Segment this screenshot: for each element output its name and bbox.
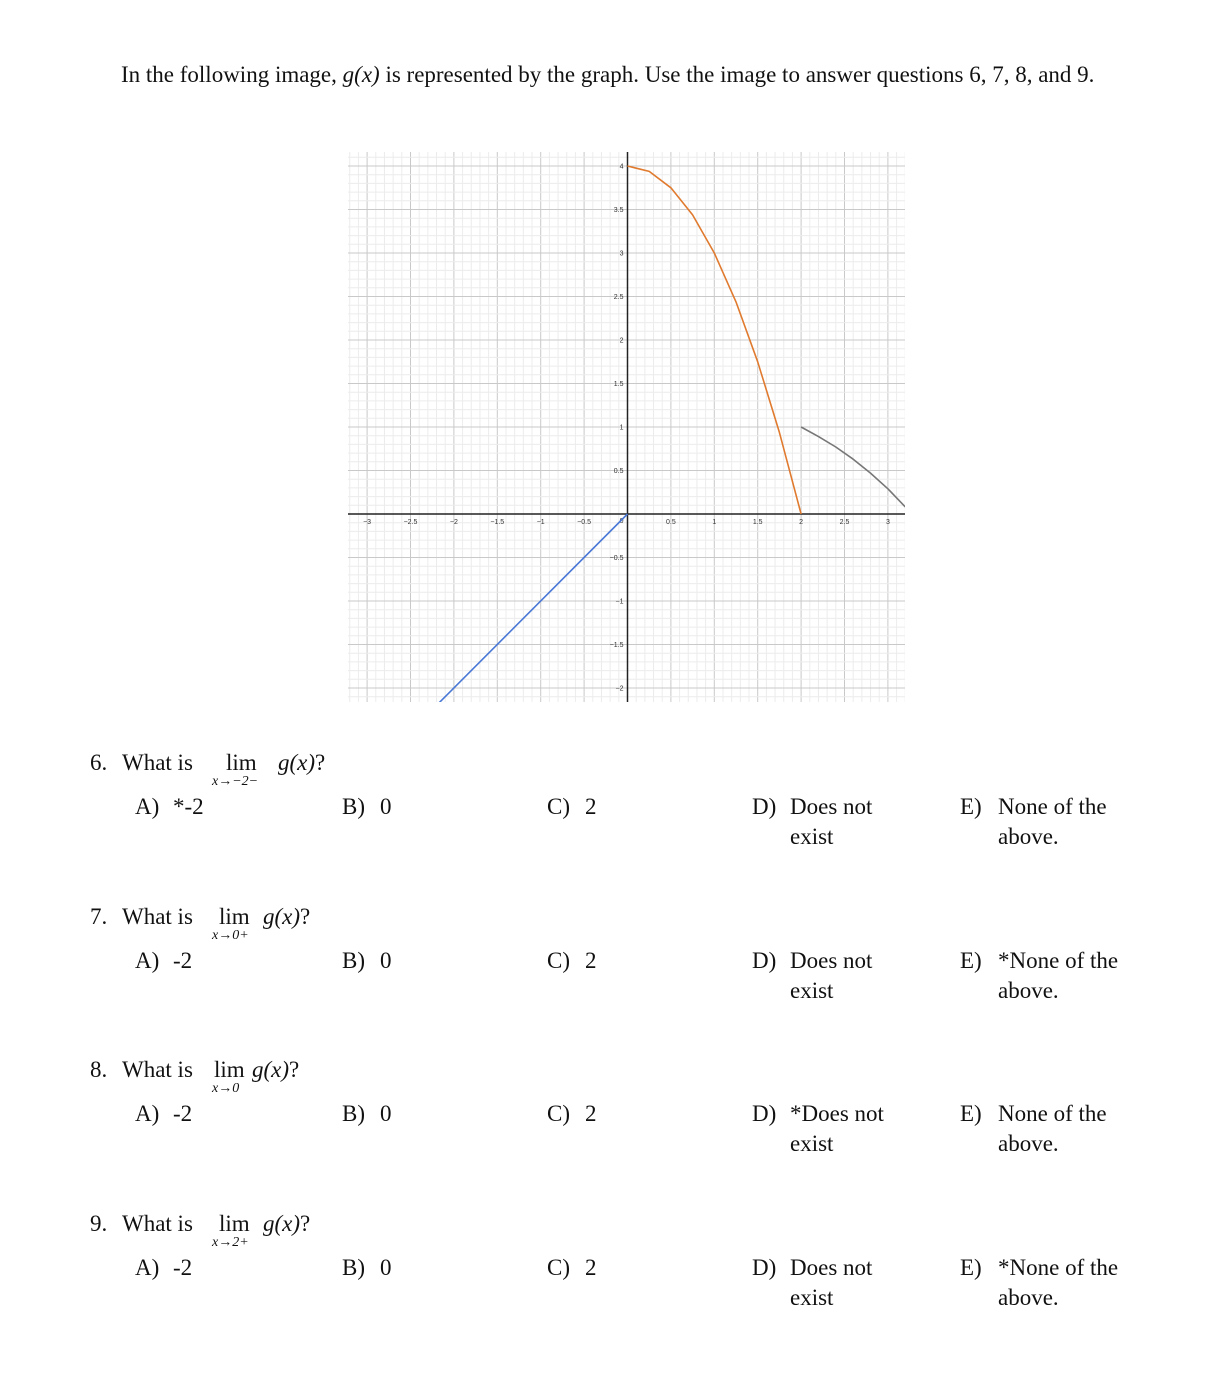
question-lead: What is <box>122 1057 193 1082</box>
question-lead: What is <box>122 1211 193 1236</box>
choice-letter: A) <box>135 794 160 819</box>
question-lead: What is <box>122 750 193 775</box>
lim-subscript: x→−2− <box>212 774 259 789</box>
intro-paragraph <box>121 60 1133 90</box>
lim-word: lim <box>219 1211 250 1236</box>
x-tick-label: −2.5 <box>403 519 418 526</box>
x-tick-label: 1 <box>712 519 717 526</box>
question-function <box>252 1057 299 1083</box>
choice-text-line1: *None of the <box>998 948 1119 973</box>
question-function <box>278 750 325 776</box>
function-text: g(x) <box>263 1211 301 1236</box>
lim-word: lim <box>219 904 250 929</box>
y-tick-label: 3.5 <box>613 207 624 214</box>
question-mark: ? <box>300 1211 311 1236</box>
choice-letter: D) <box>752 1101 777 1126</box>
y-tick-label: −1.5 <box>609 642 624 649</box>
choice-text-line1: Does not <box>790 948 873 973</box>
lim-word: lim <box>214 1057 245 1082</box>
function-text: g(x) <box>263 904 301 929</box>
choice-text: 2 <box>585 1101 597 1126</box>
intro-func: g(x) <box>342 62 380 87</box>
question-function <box>263 1211 310 1237</box>
y-tick-label: −2 <box>615 685 624 693</box>
question-number: 7. <box>90 904 108 929</box>
lim-word: lim <box>226 750 257 775</box>
x-tick-label: 1.5 <box>752 519 763 526</box>
choice-text-line1: *Does not <box>790 1101 884 1126</box>
lim-subscript: x→2+ <box>212 1235 249 1250</box>
choice-letter: A) <box>135 1255 160 1280</box>
choice-letter: C) <box>547 1101 570 1126</box>
choice-letter: D) <box>752 1255 777 1280</box>
choice-text-line1: None of the <box>998 794 1107 819</box>
choice-text-line1: Does not <box>790 1255 873 1280</box>
choice-letter: B) <box>342 1255 365 1280</box>
function-text: g(x) <box>278 750 316 775</box>
y-tick-label: −0.5 <box>609 555 624 562</box>
graph-svg <box>348 152 905 702</box>
y-tick-label: −1 <box>615 598 624 606</box>
choice-text: -2 <box>173 1255 193 1280</box>
choice-letter: D) <box>752 948 777 973</box>
choice-letter: E) <box>960 794 982 819</box>
x-tick-label: −1 <box>536 519 545 526</box>
x-tick-label: 3 <box>885 519 890 526</box>
choice-letter: C) <box>547 794 570 819</box>
question-mark: ? <box>315 750 326 775</box>
choice-letter: A) <box>135 1101 160 1126</box>
x-tick-label: 2 <box>799 519 804 526</box>
choice-text: 2 <box>585 948 597 973</box>
x-tick-label: 0.5 <box>666 519 676 526</box>
choice-letter: A) <box>135 948 160 973</box>
question-function <box>263 904 310 930</box>
choice-letter: E) <box>960 1255 982 1280</box>
choice-letter: E) <box>960 948 982 973</box>
origin-label: 0 <box>619 518 624 525</box>
question-number: 6. <box>90 750 108 775</box>
question-mark: ? <box>289 1057 300 1082</box>
choice-text: 0 <box>380 794 392 819</box>
x-tick-label: −0.5 <box>577 519 592 526</box>
choice-text: 0 <box>380 1255 392 1280</box>
choice-text-line2: above. <box>998 1285 1059 1310</box>
question-mark: ? <box>300 904 311 929</box>
y-tick-label: 2 <box>619 337 624 345</box>
choice-text: -2 <box>173 948 193 973</box>
choice-letter: C) <box>547 1255 570 1280</box>
choice-text-line1: *None of the <box>998 1255 1119 1280</box>
choice-letter: C) <box>547 948 570 973</box>
x-tick-label: −2 <box>449 519 458 526</box>
choice-text: 0 <box>380 948 392 973</box>
x-tick-label: −3 <box>363 519 372 526</box>
y-tick-label: 3 <box>619 250 624 258</box>
intro-before: In the following image, <box>121 62 343 87</box>
choice-letter: D) <box>752 794 777 819</box>
intro-after: is represented by the graph. Use the image to answer questions 6, 7, 8, and 9. <box>379 62 1095 87</box>
question-lead: What is <box>122 904 193 929</box>
choice-text-line2: exist <box>790 978 834 1003</box>
y-tick-label: 1.5 <box>613 381 624 388</box>
choice-text: 2 <box>585 1255 597 1280</box>
choice-text-line2: exist <box>790 1131 834 1156</box>
choice-letter: B) <box>342 794 365 819</box>
function-text: g(x) <box>252 1057 290 1082</box>
choice-text: 2 <box>585 794 597 819</box>
choice-text-line1: None of the <box>998 1101 1107 1126</box>
choice-text-line2: above. <box>998 824 1059 849</box>
choice-text: *-2 <box>173 794 204 819</box>
choice-text-line2: above. <box>998 1131 1059 1156</box>
x-tick-label: −1.5 <box>490 519 505 526</box>
y-tick-label: 4 <box>619 163 624 171</box>
lim-subscript: x→0+ <box>212 928 249 943</box>
lim-subscript: x→0 <box>212 1081 240 1096</box>
y-tick-label: 2.5 <box>613 294 624 301</box>
question-number: 9. <box>90 1211 108 1236</box>
function-graph <box>348 152 905 702</box>
choice-text-line1: Does not <box>790 794 873 819</box>
choice-text-line2: above. <box>998 978 1059 1003</box>
x-tick-label: 2.5 <box>839 519 850 526</box>
choice-text: 0 <box>380 1101 392 1126</box>
choice-letter: E) <box>960 1101 982 1126</box>
choice-letter: B) <box>342 1101 365 1126</box>
choice-text-line2: exist <box>790 824 834 849</box>
choice-text-line2: exist <box>790 1285 834 1310</box>
y-tick-label: 1 <box>619 424 624 432</box>
question-number: 8. <box>90 1057 108 1082</box>
y-tick-label: 0.5 <box>613 468 624 475</box>
choice-text: -2 <box>173 1101 193 1126</box>
choice-letter: B) <box>342 948 365 973</box>
